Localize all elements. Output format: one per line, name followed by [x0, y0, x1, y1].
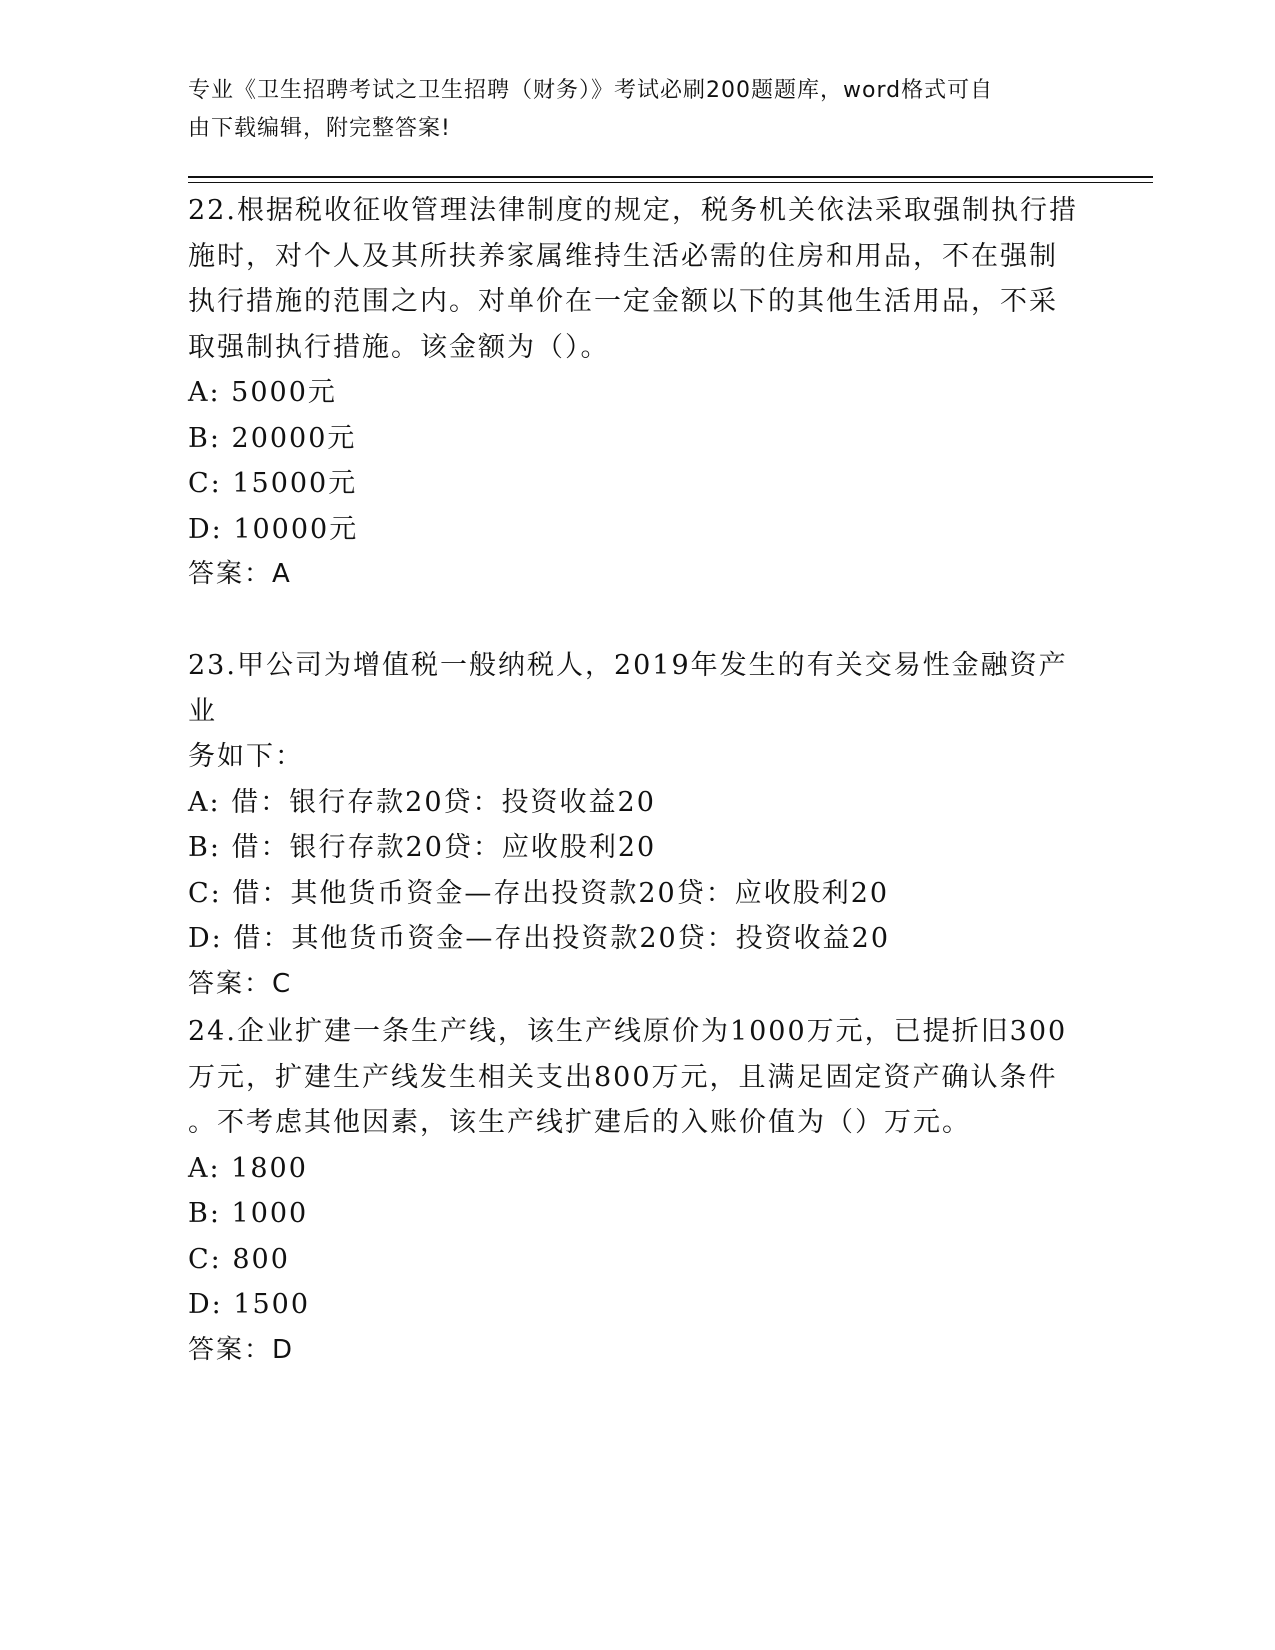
question-24 [188, 1009, 1088, 1373]
answer-line: 答案：D [188, 1334, 295, 1365]
question-stem-line: 。不考虑其他因素，该生产线扩建后的入账价值为（）万元。 [188, 1107, 971, 1138]
option-d: D: 10000元 [188, 513, 359, 545]
option-d: D: 1500 [188, 1289, 311, 1320]
header-divider-thick [188, 176, 1153, 178]
question-22 [188, 188, 1088, 598]
question-stem-line: 万元，扩建生产线发生相关支出800万元，且满足固定资产确认条件 [188, 1061, 1058, 1093]
question-23 [188, 643, 1088, 1007]
option-c: C: 800 [188, 1243, 290, 1275]
header-line-2: 由下载编辑，附完整答案! [188, 116, 451, 141]
question-stem-line: 施时，对个人及其所扶养家属维持生活必需的住房和用品，不在强制 [188, 240, 1058, 272]
question-stem-line: 取强制执行措施。该金额为（）。 [188, 331, 610, 363]
option-a: A: 借：银行存款20贷：投资收益20 [188, 786, 656, 818]
document-header [188, 72, 1088, 148]
option-d: D: 借：其他货币资金—存出投资款20贷：投资收益20 [188, 923, 891, 954]
question-stem-line: 24.企业扩建一条生产线，该生产线原价为1000万元，已提折旧300 [188, 1016, 1068, 1047]
header-divider-thin [188, 182, 1153, 183]
option-c: C: 借：其他货币资金—存出投资款20贷：应收股利20 [188, 877, 890, 909]
question-stem-line: 务如下： [188, 741, 304, 772]
question-stem-line: 执行措施的范围之内。对单价在一定金额以下的其他生活用品，不采 [188, 286, 1058, 317]
option-b: B: 20000元 [188, 422, 357, 454]
question-stem-line: 23.甲公司为增值税一般纳税人，2019年发生的有关交易性金融资产业 [188, 650, 1068, 727]
question-stem-line: 22.根据税收征收管理法律制度的规定，税务机关依法采取强制执行措 [188, 195, 1078, 226]
option-b: B: 借：银行存款20贷：应收股利20 [188, 832, 657, 863]
header-line-1: 专业《卫生招聘考试之卫生招聘（财务）》考试必刷200题题库，word格式可自 [188, 78, 994, 103]
option-a: A: 1800 [188, 1152, 308, 1184]
answer-line: 答案：A [188, 559, 292, 589]
option-b: B: 1000 [188, 1198, 309, 1229]
answer-line: 答案：C [188, 968, 293, 999]
option-c: C: 15000元 [188, 468, 358, 499]
option-a: A: 5000元 [188, 377, 337, 408]
